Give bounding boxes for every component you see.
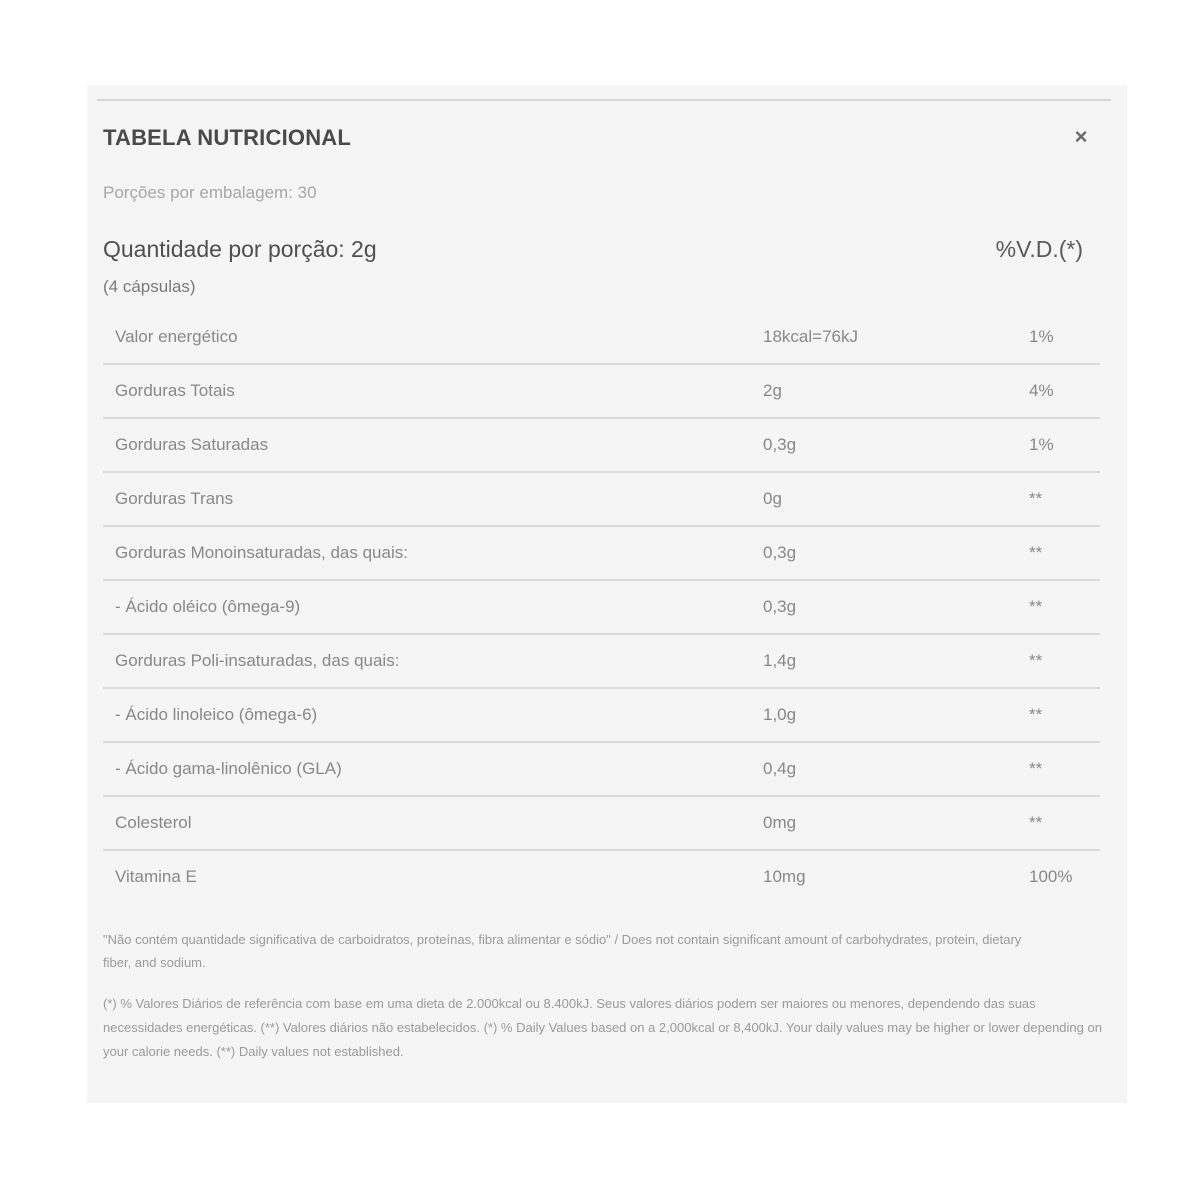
- table-row: [103, 797, 1100, 851]
- table-row: [103, 473, 1100, 527]
- modal-title: TABELA NUTRICIONAL: [103, 125, 352, 150]
- nutrient-daily-value: **: [1029, 759, 1043, 778]
- table-row: [103, 743, 1100, 797]
- nutrient-daily-value: 4%: [1029, 381, 1054, 400]
- nutrient-daily-value: **: [1029, 597, 1043, 616]
- nutrient-daily-value: **: [1029, 813, 1043, 832]
- nutrient-amount: 0mg: [763, 813, 797, 832]
- nutrient-name: Gorduras Poli-insaturadas, das quais:: [115, 651, 400, 670]
- table-row: [103, 419, 1100, 473]
- daily-value-header: %V.D.(*): [995, 236, 1083, 262]
- nutrient-daily-value: **: [1029, 489, 1043, 508]
- nutrient-amount: 18kcal=76kJ: [763, 327, 858, 346]
- nutrient-amount: 0g: [763, 489, 782, 508]
- nutrient-daily-value: **: [1029, 705, 1043, 724]
- table-row: [103, 527, 1100, 581]
- nutrient-name: - Ácido gama-linolênico (GLA): [115, 759, 342, 778]
- nutrient-daily-value: 100%: [1029, 867, 1073, 886]
- nutrient-daily-value: 1%: [1029, 435, 1054, 454]
- nutrient-amount: 1,4g: [763, 651, 797, 670]
- close-icon[interactable]: ×: [1074, 124, 1088, 149]
- nutrient-amount: 2g: [763, 381, 782, 400]
- nutrient-amount: 0,4g: [763, 759, 797, 778]
- nutrient-amount: 0,3g: [763, 435, 797, 454]
- servings-per-package: Porções por embalagem: 30: [103, 183, 317, 202]
- nutrient-name: Colesterol: [115, 813, 192, 832]
- nutrient-name: Valor energético: [115, 327, 238, 346]
- nutrient-name: - Ácido oléico (ômega-9): [115, 597, 301, 616]
- nutrition-table: [103, 311, 1100, 903]
- table-row: [103, 635, 1100, 689]
- footnote-daily-values: (*) % Valores Diários de referência com base em uma dieta de 2.000kcal ou 8.400kJ. Seus valores diários podem ser maiores ou menores, dependendo das suas necessidades energéticas. (**) Valores diários não estabelecidos. (*) % Daily Values based on a 2,000kcal or 8,400kJ. Your daily values may be higher or lower depending on your calorie needs. (**) Daily values not established.: [103, 996, 1102, 1059]
- table-row: [103, 689, 1100, 743]
- nutrient-amount: 1,0g: [763, 705, 797, 724]
- portion-capsules: (4 cápsulas): [103, 277, 196, 296]
- table-row: [103, 851, 1100, 903]
- nutrient-amount: 0,3g: [763, 597, 797, 616]
- nutrient-amount: 0,3g: [763, 543, 797, 562]
- table-row: [103, 365, 1100, 419]
- portion-size: Quantidade por porção: 2g: [103, 236, 377, 262]
- nutrition-modal: [87, 85, 1127, 1103]
- nutrient-name: Gorduras Trans: [115, 489, 234, 508]
- nutrient-name: Gorduras Totais: [115, 381, 235, 400]
- nutrient-daily-value: **: [1029, 651, 1043, 670]
- top-divider: [97, 99, 1111, 101]
- nutrient-daily-value: **: [1029, 543, 1043, 562]
- nutrient-name: Gorduras Monoinsaturadas, das quais:: [115, 543, 408, 562]
- nutrient-amount: 10mg: [763, 867, 806, 886]
- nutrient-name: Gorduras Saturadas: [115, 435, 269, 454]
- nutrient-name: Vitamina E: [115, 867, 197, 886]
- footnote-not-significant: "Não contém quantidade significativa de carboidratos, proteínas, fibra alimentar e sódio" / Does not contain significant amount of carbohydrates, protein, dietary fiber, and sodium.: [103, 932, 1022, 970]
- nutrient-daily-value: 1%: [1029, 327, 1054, 346]
- table-row: [103, 581, 1100, 635]
- nutrient-name: - Ácido linoleico (ômega-6): [115, 705, 318, 724]
- table-row: [103, 311, 1100, 365]
